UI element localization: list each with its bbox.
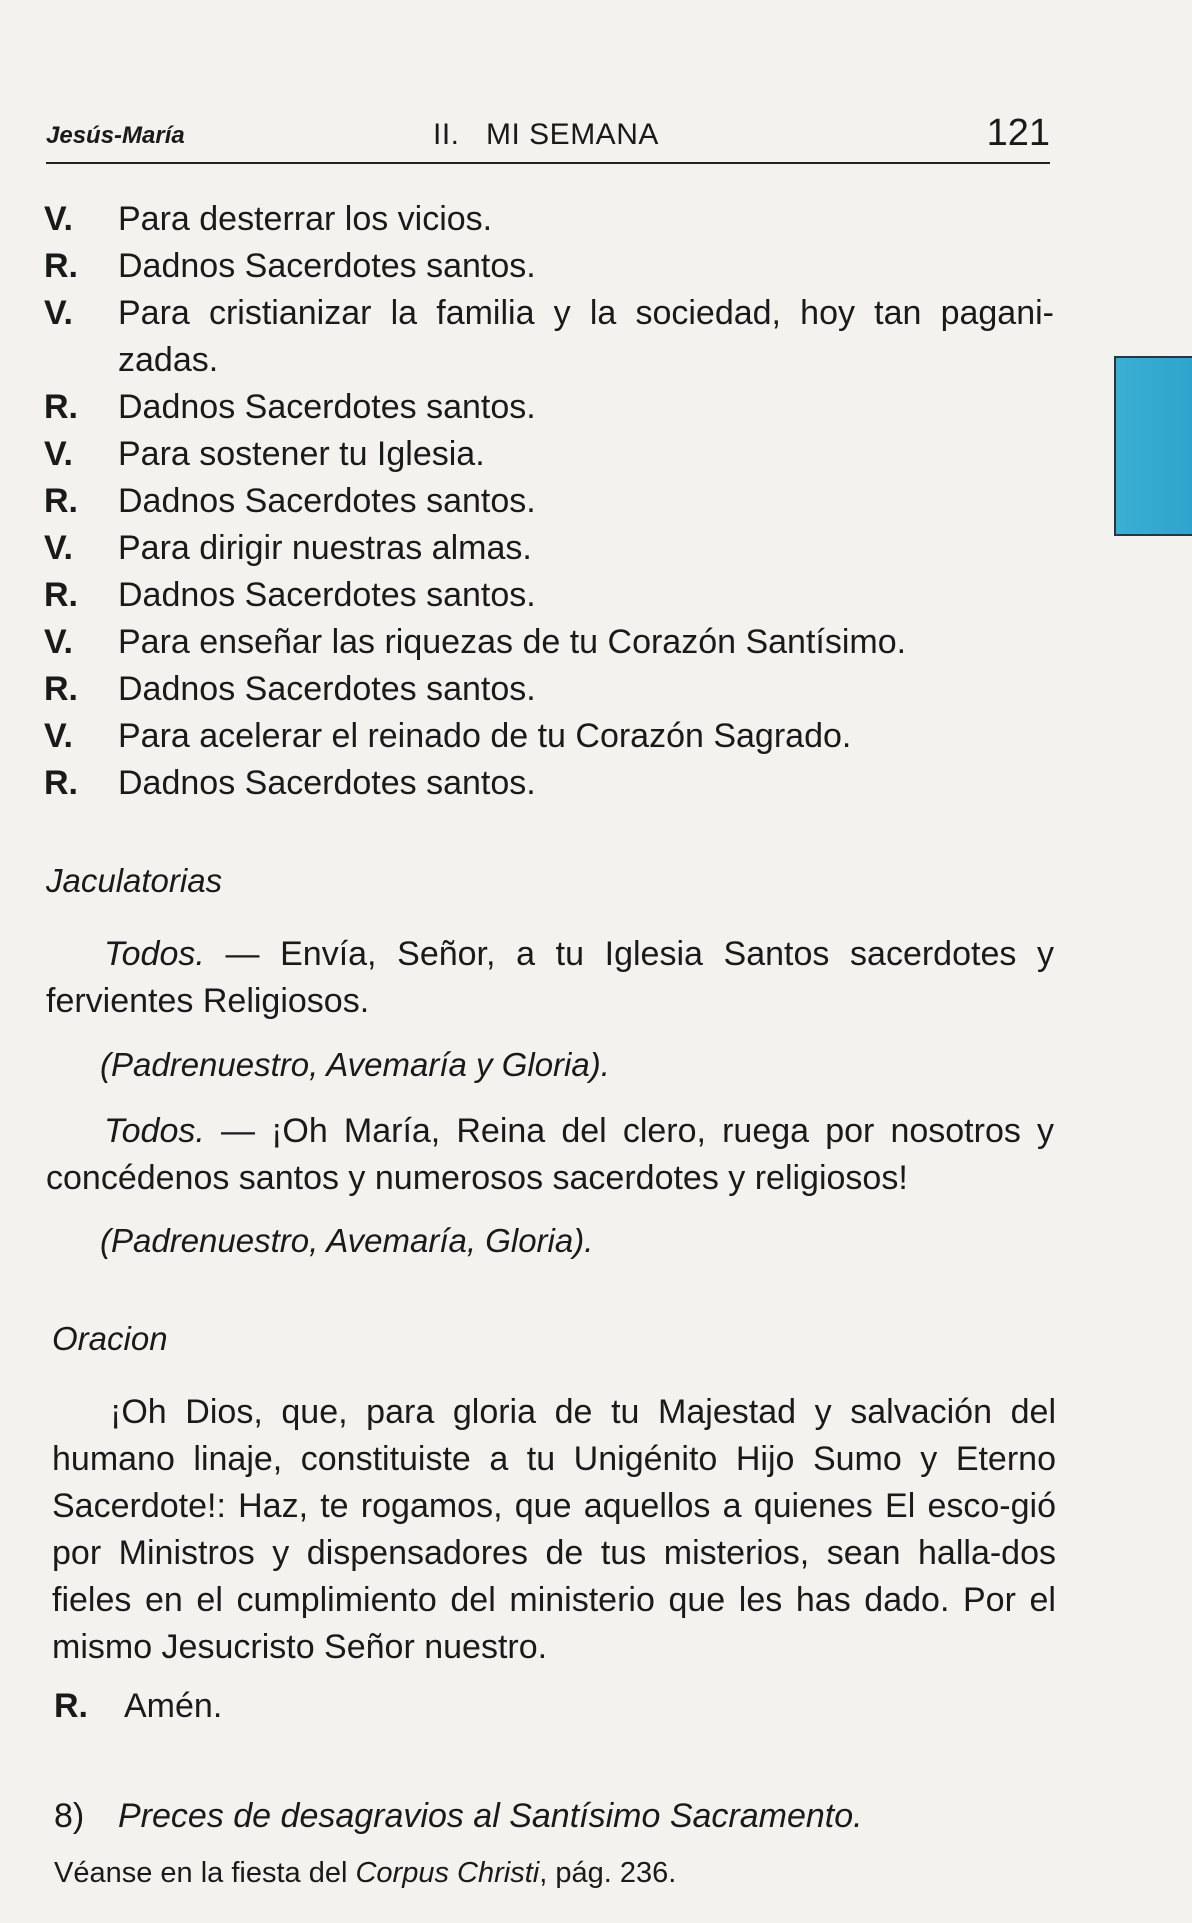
running-head-section: II. MI SEMANA bbox=[433, 118, 659, 151]
jaculatoria-text: — ¡Oh María, Reina del clero, ruega por nosotros y concédenos santos y numerosos sacerdotes y religiosos! bbox=[46, 1112, 1054, 1197]
response-mark: R. bbox=[44, 670, 78, 708]
litany-text: Para dirigir nuestras almas. bbox=[118, 529, 532, 567]
oracion-text bbox=[52, 1389, 1056, 1671]
litany bbox=[44, 196, 1054, 807]
response-mark: R. bbox=[44, 576, 78, 614]
versicle-mark: V. bbox=[44, 623, 74, 661]
litany-text: zadas. bbox=[118, 341, 219, 379]
response-mark: R. bbox=[44, 482, 78, 520]
litany-text: Para cristianizar la familia y la sociedad, hoy tan pagani- bbox=[118, 294, 1054, 332]
litany-text: Dadnos Sacerdotes santos. bbox=[118, 388, 536, 426]
litany-text: Para desterrar los vicios. bbox=[118, 200, 493, 238]
litany-text: Para enseñar las riquezas de tu Corazón Santísimo. bbox=[118, 623, 907, 661]
litany-line bbox=[44, 196, 1054, 243]
litany-text: Dadnos Sacerdotes santos. bbox=[118, 576, 536, 614]
versicle-mark: V. bbox=[44, 435, 74, 473]
prayer-reference: (Padrenuestro, Avemaría, Gloria). bbox=[100, 1222, 594, 1259]
section-title: Preces de desagravios al Santísimo Sacramento. bbox=[118, 1797, 863, 1835]
versicle-mark: V. bbox=[44, 529, 74, 567]
litany-text: Para sostener tu Iglesia. bbox=[118, 435, 485, 473]
speaker-label: Todos. bbox=[104, 935, 205, 973]
oracion-heading: Oracion bbox=[52, 1320, 168, 1357]
prayer-reference: (Padrenuestro, Avemaría y Gloria). bbox=[100, 1046, 610, 1083]
litany-text: Dadnos Sacerdotes santos. bbox=[118, 482, 536, 520]
section-number: 8) bbox=[54, 1797, 85, 1835]
jaculatorias-heading: Jaculatorias bbox=[46, 862, 223, 899]
jaculatoria-2 bbox=[46, 1108, 1054, 1202]
cross-reference-feast: Corpus Christi bbox=[355, 1857, 540, 1889]
cross-reference bbox=[54, 1857, 676, 1890]
oracion-body: ¡Oh Dios, que, para gloria de tu Majestad y salvación del humano linaje, constituiste a tu Unigénito Hijo Sumo y Eterno Sacerdote!: Haz, te rogamos, que aquellos a quienes El esco-gió por Ministros y dispensadores de tus misterios, sean halla-dos fieles en el cumplimiento del ministerio que les has dado. Por el mismo Jesucristo Señor nuestro. bbox=[52, 1393, 1056, 1666]
litany-line bbox=[44, 713, 1054, 760]
versicle-mark: V. bbox=[44, 200, 74, 238]
response-mark: R. bbox=[54, 1687, 88, 1725]
section-8 bbox=[54, 1797, 863, 1836]
litany-text: Dadnos Sacerdotes santos. bbox=[118, 247, 536, 285]
litany-line bbox=[44, 290, 1054, 337]
running-head bbox=[46, 112, 1050, 164]
response-mark: R. bbox=[44, 764, 78, 802]
litany-line bbox=[44, 431, 1054, 478]
speaker-label: Todos. bbox=[104, 1112, 205, 1150]
response-mark: R. bbox=[44, 247, 78, 285]
litany-line bbox=[44, 760, 1054, 807]
litany-line bbox=[44, 384, 1054, 431]
litany-line bbox=[44, 525, 1054, 572]
running-head-left: Jesús-María bbox=[46, 122, 185, 149]
litany-line-continued bbox=[44, 337, 1054, 384]
jaculatoria-text: — Envía, Señor, a tu Iglesia Santos sacerdotes y fervientes Religiosos. bbox=[46, 935, 1054, 1020]
empty-mark bbox=[44, 337, 118, 384]
litany-text: Dadnos Sacerdotes santos. bbox=[118, 764, 536, 802]
cross-reference-prefix: Véanse en la fiesta del bbox=[54, 1857, 356, 1889]
litany-text: Dadnos Sacerdotes santos. bbox=[118, 670, 536, 708]
litany-line bbox=[44, 666, 1054, 713]
litany-line bbox=[44, 572, 1054, 619]
litany-line bbox=[44, 619, 1054, 666]
jaculatoria-1 bbox=[46, 931, 1054, 1025]
response-text: Amén. bbox=[124, 1687, 223, 1725]
response-mark: R. bbox=[44, 388, 78, 426]
thumb-index-tab bbox=[1114, 356, 1192, 536]
litany-line bbox=[44, 478, 1054, 525]
page-number: 121 bbox=[986, 112, 1050, 154]
litany-line bbox=[44, 243, 1054, 290]
cross-reference-suffix: , pág. 236. bbox=[539, 1857, 677, 1889]
amen-response bbox=[54, 1687, 222, 1726]
versicle-mark: V. bbox=[44, 717, 74, 755]
versicle-mark: V. bbox=[44, 294, 74, 332]
litany-text: Para acelerar el reinado de tu Corazón Sagrado. bbox=[118, 717, 852, 755]
